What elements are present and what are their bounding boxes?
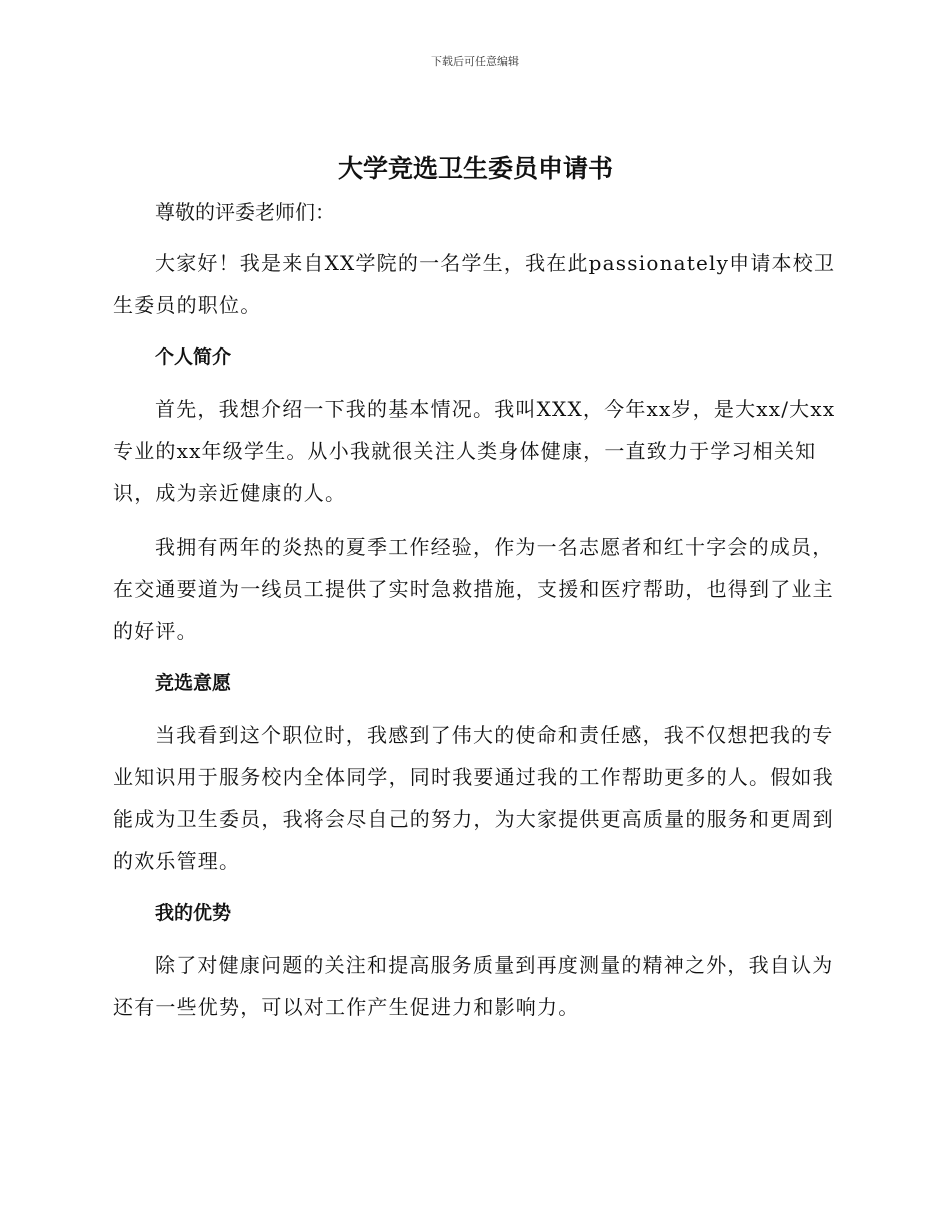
personal-intro-paragraph-2: 我拥有两年的炎热的夏季工作经验，作为一名志愿者和红十字会的成员，在交通要道为一线员工提供了实时急救措施，支援和医疗帮助，也得到了业主的好评。	[113, 535, 834, 643]
intro-paragraph: 大家好！我是来自XX学院的一名学生，我在此passionately申请本校卫生委员的职位。	[113, 251, 836, 317]
personal-intro-paragraph-1: 首先，我想介绍一下我的基本情况。我叫XXX，今年xx岁，是大xx/大xx专业的xx年级学生。从小我就很关注人类身体健康，一直致力于学习相关知识，成为亲近健康的人。	[113, 397, 836, 505]
document-body	[113, 150, 838, 1028]
section-heading-strengths: 我的优势	[155, 902, 232, 924]
strengths-paragraph: 除了对健康问题的关注和提高服务质量到再度测量的精神之外，我自认为还有一些优势，可以对工作产生促进力和影响力。	[113, 953, 834, 1019]
greeting: 尊敬的评委老师们：	[155, 200, 335, 224]
header-note: 下载后可任意编辑	[431, 55, 519, 68]
section-heading-personal-intro: 个人简介	[155, 346, 232, 368]
motivation-paragraph: 当我看到这个职位时，我感到了伟大的使命和责任感，我不仅想把我的专业知识用于服务校内全体同学，同时我要通过我的工作帮助更多的人。假如我能成为卫生委员，我将会尽自己的努力，为大家提供更高质量的服务和更周到的欢乐管理。	[113, 723, 834, 873]
document-title: 大学竞选卫生委员申请书	[337, 154, 613, 183]
section-heading-motivation: 竞选意愿	[155, 672, 232, 694]
